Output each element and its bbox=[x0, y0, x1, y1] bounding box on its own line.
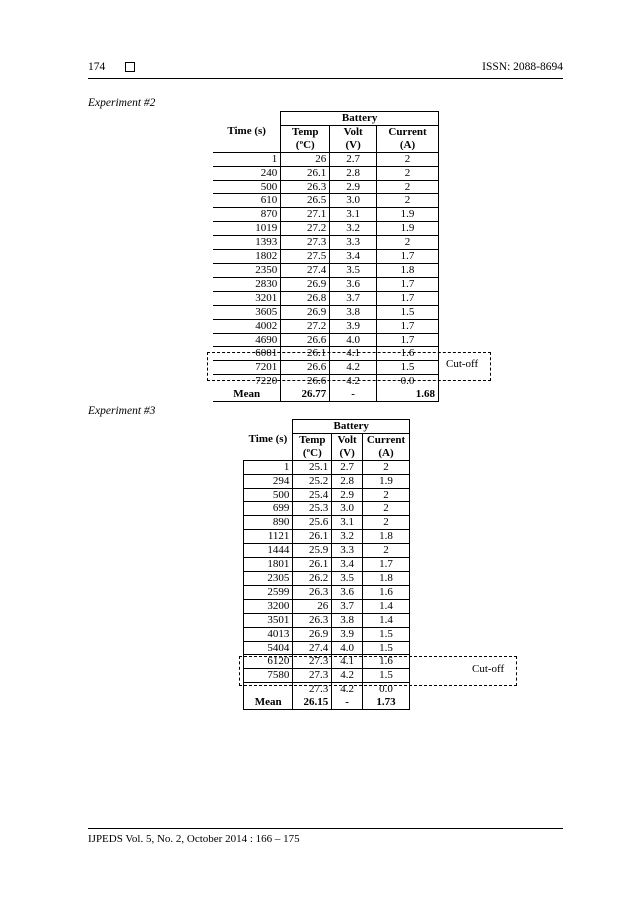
volt-cell: 3.9 bbox=[332, 627, 363, 641]
table-row bbox=[244, 544, 410, 558]
table-row bbox=[213, 277, 439, 291]
current-cell: 2 bbox=[363, 516, 410, 530]
current-cell: 2 bbox=[377, 166, 439, 180]
time-cell: 610 bbox=[213, 194, 281, 208]
current-cell: 1.8 bbox=[377, 263, 439, 277]
temp-cell: 26.1 bbox=[281, 347, 330, 361]
current-cell: 2 bbox=[377, 236, 439, 250]
time-cell: 2830 bbox=[213, 277, 281, 291]
volt-cell: 3.2 bbox=[332, 530, 363, 544]
page-number: 174 bbox=[88, 61, 106, 73]
volt-cell: 3.1 bbox=[330, 208, 377, 222]
temp-cell: 26 bbox=[293, 599, 332, 613]
temp-cell: 26.3 bbox=[281, 180, 330, 194]
current-cell: 1.4 bbox=[363, 613, 410, 627]
table-row bbox=[244, 585, 410, 599]
temp-cell: 27.3 bbox=[293, 683, 332, 696]
issn-text: ISSN: 2088-8694 bbox=[482, 61, 563, 73]
temp-cell: 26.1 bbox=[293, 558, 332, 572]
current-cell: 1.7 bbox=[377, 277, 439, 291]
temp-column-header: Temp bbox=[281, 125, 330, 138]
table-row bbox=[213, 208, 439, 222]
temp-cell: 26.2 bbox=[293, 571, 332, 585]
volt-cell: 4.2 bbox=[330, 375, 377, 388]
volt-cell: 3.2 bbox=[330, 222, 377, 236]
volt-cell: 4.1 bbox=[330, 347, 377, 361]
empty-header-cell bbox=[213, 112, 281, 126]
time-cell: 1393 bbox=[213, 236, 281, 250]
table-row bbox=[244, 571, 410, 585]
temp-cell: 26.1 bbox=[281, 166, 330, 180]
temp-cell: 26.9 bbox=[293, 627, 332, 641]
time-cell: 3501 bbox=[244, 613, 293, 627]
temp-cell: 25.4 bbox=[293, 488, 332, 502]
experiment3-title: Experiment #3 bbox=[88, 405, 156, 417]
current-cell: 1.5 bbox=[377, 361, 439, 375]
current-cell: 2 bbox=[363, 502, 410, 516]
current-unit: (A) bbox=[363, 447, 410, 460]
time-cell: 6001 bbox=[213, 347, 281, 361]
current-cell: 1.5 bbox=[363, 627, 410, 641]
time-column-header: Time (s) bbox=[227, 125, 266, 138]
volt-cell: 2.8 bbox=[332, 474, 363, 488]
table-row bbox=[213, 263, 439, 277]
volt-unit: (V) bbox=[332, 447, 363, 460]
time-cell: 4002 bbox=[213, 319, 281, 333]
table-row bbox=[244, 474, 410, 488]
table-row bbox=[213, 166, 439, 180]
current-column-header: Current bbox=[363, 433, 410, 446]
volt-cell: 3.4 bbox=[330, 250, 377, 264]
time-cell: 1 bbox=[244, 460, 293, 474]
current-cell: 1.9 bbox=[377, 222, 439, 236]
volt-cell: 3.6 bbox=[332, 585, 363, 599]
time-cell: 7220 bbox=[213, 375, 281, 388]
temp-cell: 26.5 bbox=[281, 194, 330, 208]
volt-cell: 3.5 bbox=[330, 263, 377, 277]
time-cell: 2599 bbox=[244, 585, 293, 599]
time-cell: 1 bbox=[213, 152, 281, 166]
temp-cell: 27.5 bbox=[281, 250, 330, 264]
footer-rule bbox=[88, 828, 563, 829]
table-row bbox=[244, 502, 410, 516]
mean-current: 1.68 bbox=[377, 388, 439, 401]
volt-cell: 3.8 bbox=[332, 613, 363, 627]
experiment3-cutoff-label: Cut-off bbox=[472, 663, 505, 675]
temp-cell: 25.3 bbox=[293, 502, 332, 516]
mean-temp: 26.15 bbox=[293, 696, 332, 709]
time-cell: 500 bbox=[213, 180, 281, 194]
table-row bbox=[213, 152, 439, 166]
temp-cell: 27.3 bbox=[293, 655, 332, 669]
volt-cell: 3.8 bbox=[330, 305, 377, 319]
volt-cell: 2.9 bbox=[330, 180, 377, 194]
current-cell: 0.0 bbox=[377, 375, 439, 388]
time-cell: 294 bbox=[244, 474, 293, 488]
header-rule bbox=[88, 78, 563, 79]
time-cell: 5404 bbox=[244, 641, 293, 655]
time-cell: 3200 bbox=[244, 599, 293, 613]
checkbox-symbol-icon bbox=[125, 61, 135, 73]
current-cell: 2 bbox=[363, 460, 410, 474]
current-cell: 2 bbox=[363, 544, 410, 558]
volt-cell: 3.9 bbox=[330, 319, 377, 333]
table-row bbox=[213, 194, 439, 208]
volt-cell: 3.7 bbox=[332, 599, 363, 613]
current-column-header: Current bbox=[377, 125, 439, 138]
time-cell: 1121 bbox=[244, 530, 293, 544]
current-cell: 1.5 bbox=[377, 305, 439, 319]
table-row bbox=[244, 627, 410, 641]
temp-cell: 25.2 bbox=[293, 474, 332, 488]
current-cell: 1.5 bbox=[363, 669, 410, 683]
current-cell: 1.7 bbox=[377, 319, 439, 333]
table-row bbox=[244, 488, 410, 502]
temp-cell: 26.9 bbox=[281, 277, 330, 291]
current-unit: (A) bbox=[377, 139, 439, 152]
temp-unit: (ºC) bbox=[281, 139, 330, 152]
volt-cell: 4.2 bbox=[332, 669, 363, 683]
volt-cell: 3.4 bbox=[332, 558, 363, 572]
volt-cell: 3.6 bbox=[330, 277, 377, 291]
current-cell: 2 bbox=[377, 194, 439, 208]
volt-cell: 4.0 bbox=[332, 641, 363, 655]
current-cell: 1.9 bbox=[363, 474, 410, 488]
current-cell: 1.7 bbox=[377, 250, 439, 264]
current-cell: 1.6 bbox=[377, 347, 439, 361]
experiment2-title: Experiment #2 bbox=[88, 97, 156, 109]
time-cell: 1444 bbox=[244, 544, 293, 558]
time-cell: 1801 bbox=[244, 558, 293, 572]
temp-cell: 25.1 bbox=[293, 460, 332, 474]
temp-cell: 27.1 bbox=[281, 208, 330, 222]
table-row bbox=[213, 333, 439, 347]
empty-header-cell bbox=[244, 420, 293, 434]
temp-cell: 26.6 bbox=[281, 361, 330, 375]
time-cell: 500 bbox=[244, 488, 293, 502]
mean-label: Mean bbox=[213, 388, 281, 401]
time-cell: 890 bbox=[244, 516, 293, 530]
mean-volt: - bbox=[330, 388, 377, 401]
temp-cell: 27.2 bbox=[281, 222, 330, 236]
time-column-header: Time (s) bbox=[248, 433, 288, 446]
volt-cell: 2.7 bbox=[330, 152, 377, 166]
time-cell: 2305 bbox=[244, 571, 293, 585]
time-cell: 1802 bbox=[213, 250, 281, 264]
temp-cell: 25.6 bbox=[293, 516, 332, 530]
time-cell: 699 bbox=[244, 502, 293, 516]
mean-volt: - bbox=[332, 696, 363, 709]
current-cell: 1.6 bbox=[363, 655, 410, 669]
mean-label: Mean bbox=[244, 696, 293, 709]
volt-cell: 4.2 bbox=[332, 683, 363, 696]
current-cell: 1.7 bbox=[377, 291, 439, 305]
time-cell: 1019 bbox=[213, 222, 281, 236]
volt-cell: 3.7 bbox=[330, 291, 377, 305]
temp-cell: 27.2 bbox=[281, 319, 330, 333]
temp-column-header: Temp bbox=[293, 433, 332, 446]
volt-cell: 4.0 bbox=[330, 333, 377, 347]
current-cell: 2 bbox=[377, 152, 439, 166]
volt-cell: 2.8 bbox=[330, 166, 377, 180]
current-cell: 1.9 bbox=[377, 208, 439, 222]
table-row bbox=[213, 291, 439, 305]
battery-group-header: Battery bbox=[281, 112, 439, 126]
temp-cell: 26.8 bbox=[281, 291, 330, 305]
temp-cell: 27.3 bbox=[293, 669, 332, 683]
table-row bbox=[213, 319, 439, 333]
table-row bbox=[213, 222, 439, 236]
time-cell: 240 bbox=[213, 166, 281, 180]
volt-cell: 3.1 bbox=[332, 516, 363, 530]
temp-cell: 26.9 bbox=[281, 305, 330, 319]
temp-cell: 26.3 bbox=[293, 585, 332, 599]
volt-unit: (V) bbox=[330, 139, 377, 152]
temp-cell: 26.1 bbox=[293, 530, 332, 544]
volt-cell: 2.9 bbox=[332, 488, 363, 502]
volt-column-header: Volt bbox=[330, 125, 377, 138]
time-cell: 870 bbox=[213, 208, 281, 222]
volt-cell: 3.0 bbox=[330, 194, 377, 208]
table-row bbox=[213, 305, 439, 319]
temp-cell: 27.3 bbox=[281, 236, 330, 250]
table-row bbox=[244, 558, 410, 572]
table-row bbox=[244, 641, 410, 655]
time-cell: 4013 bbox=[244, 627, 293, 641]
volt-cell: 3.3 bbox=[332, 544, 363, 558]
current-cell: 2 bbox=[377, 180, 439, 194]
footer-citation: IJPEDS Vol. 5, No. 2, October 2014 : 166 – 175 bbox=[88, 833, 300, 845]
temp-cell: 26.3 bbox=[293, 613, 332, 627]
temp-cell: 26.6 bbox=[281, 375, 330, 388]
temp-unit: (ºC) bbox=[293, 447, 332, 460]
time-cell: 4690 bbox=[213, 333, 281, 347]
temp-cell: 26 bbox=[281, 152, 330, 166]
temp-cell: 27.4 bbox=[293, 641, 332, 655]
mean-current: 1.73 bbox=[363, 696, 410, 709]
table-row bbox=[244, 530, 410, 544]
current-cell: 1.7 bbox=[363, 558, 410, 572]
time-cell: 7580 bbox=[244, 669, 293, 683]
table-row bbox=[213, 250, 439, 264]
table-row bbox=[213, 236, 439, 250]
current-cell: 1.8 bbox=[363, 530, 410, 544]
temp-cell: 26.6 bbox=[281, 333, 330, 347]
table-row bbox=[244, 460, 410, 474]
volt-cell: 4.1 bbox=[332, 655, 363, 669]
time-cell: 6120 bbox=[244, 655, 293, 669]
volt-cell: 4.2 bbox=[330, 361, 377, 375]
volt-cell: 3.3 bbox=[330, 236, 377, 250]
battery-group-header: Battery bbox=[293, 420, 410, 434]
volt-cell: 3.0 bbox=[332, 502, 363, 516]
experiment2-cutoff-label: Cut-off bbox=[446, 358, 479, 370]
table-row bbox=[213, 180, 439, 194]
temp-cell: 27.4 bbox=[281, 263, 330, 277]
time-cell: 3605 bbox=[213, 305, 281, 319]
mean-temp: 26.77 bbox=[281, 388, 330, 401]
volt-cell: 3.5 bbox=[332, 571, 363, 585]
volt-cell: 2.7 bbox=[332, 460, 363, 474]
table-row bbox=[244, 599, 410, 613]
current-cell: 1.6 bbox=[363, 585, 410, 599]
table-row bbox=[244, 516, 410, 530]
time-cell: 7201 bbox=[213, 361, 281, 375]
current-cell: 2 bbox=[363, 488, 410, 502]
current-cell: 1.8 bbox=[363, 571, 410, 585]
current-cell: 1.7 bbox=[377, 333, 439, 347]
table-row bbox=[244, 613, 410, 627]
current-cell: 0.0 bbox=[363, 683, 410, 696]
volt-column-header: Volt bbox=[332, 433, 363, 446]
temp-cell: 25.9 bbox=[293, 544, 332, 558]
current-cell: 1.4 bbox=[363, 599, 410, 613]
time-cell: 3201 bbox=[213, 291, 281, 305]
time-cell: 2350 bbox=[213, 263, 281, 277]
current-cell: 1.5 bbox=[363, 641, 410, 655]
